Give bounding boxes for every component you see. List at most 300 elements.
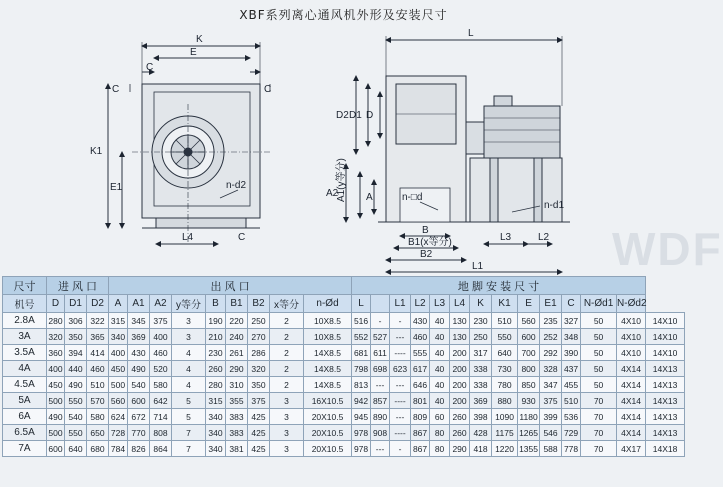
table-cell: 399 (540, 409, 562, 425)
table-cell: 540 (128, 377, 150, 393)
dim-nd2-label: n-d2 (226, 180, 247, 191)
model-cell: 6.5A (3, 425, 47, 441)
table-cell: 210 (206, 329, 226, 345)
table-cell: 440 (65, 361, 87, 377)
table-cell: 536 (562, 409, 581, 425)
table-cell: 14X8.5 (304, 361, 352, 377)
table-cell: 4 (172, 345, 206, 361)
dim-A2-label: A2 (326, 188, 339, 199)
table-cell: 714 (150, 409, 172, 425)
table-cell: 7 (172, 441, 206, 457)
table-cell: 813 (352, 377, 371, 393)
column-header: y等分 (172, 295, 206, 313)
table-cell: 14X10 (646, 329, 685, 345)
dim-C-left-label: C (112, 84, 120, 95)
table-cell: 360 (47, 345, 65, 361)
table-cell: 698 (371, 361, 390, 377)
column-header: 机号 (3, 295, 47, 313)
table-cell: 880 (492, 393, 518, 409)
table-cell: 3 (270, 409, 304, 425)
column-header (371, 295, 390, 313)
column-header: L4 (450, 295, 470, 313)
table-cell: 770 (128, 425, 150, 441)
dim-A1-label: A1(y等分) (336, 158, 347, 202)
dim-B1-label: B1(x等分) (408, 237, 452, 248)
table-cell: 350 (248, 377, 270, 393)
dim-D2-label: D2 (336, 110, 349, 121)
table-row (3, 441, 685, 457)
table-cell: 320 (248, 361, 270, 377)
table-cell: 540 (65, 409, 87, 425)
table-cell: 16X10.5 (304, 393, 352, 409)
table-body (3, 313, 685, 457)
front-view (108, 42, 270, 244)
table-cell: 398 (470, 409, 492, 425)
table-cell: 3 (270, 393, 304, 409)
table-cell: 978 (352, 425, 371, 441)
table-cell: - (390, 313, 411, 329)
table-cell: 640 (492, 345, 518, 361)
table-cell: 290 (450, 441, 470, 457)
table-cell: 365 (87, 329, 109, 345)
table-cell: 490 (65, 377, 87, 393)
table-cell: 624 (109, 409, 128, 425)
table-cell: 867 (411, 425, 430, 441)
table-cell: 40 (430, 345, 450, 361)
table-cell: --- (390, 409, 411, 425)
table-cell: 80 (430, 441, 450, 457)
table-cell: 680 (87, 441, 109, 457)
table-cell: 4X14 (617, 377, 646, 393)
table-cell: 3 (270, 425, 304, 441)
table-cell: 580 (87, 409, 109, 425)
table-cell: 369 (470, 393, 492, 409)
dim-L-label: L (468, 28, 474, 39)
table-cell: 3 (172, 329, 206, 345)
table-cell: 978 (352, 441, 371, 457)
table-cell: 552 (352, 329, 371, 345)
column-header-row (3, 295, 685, 313)
dim-nsq-label: n-□d (402, 192, 423, 203)
table-cell: 580 (150, 377, 172, 393)
table-cell: 50 (581, 329, 617, 345)
dim-L1-label: L1 (472, 261, 484, 272)
table-cell: ---- (390, 425, 411, 441)
dim-K-label: K (196, 34, 203, 45)
column-header: n-Ød (304, 295, 352, 313)
column-header: E1 (540, 295, 562, 313)
table-cell: 130 (450, 329, 470, 345)
table-cell: 340 (206, 425, 226, 441)
table-cell: 10X8.5 (304, 329, 352, 345)
table-cell: --- (390, 329, 411, 345)
dim-C-right-label: C (264, 84, 272, 95)
table-cell: 70 (581, 425, 617, 441)
table-cell: 646 (411, 377, 430, 393)
column-header: L (352, 295, 371, 313)
table-cell: 20X10.5 (304, 425, 352, 441)
table-cell: 4X14 (617, 361, 646, 377)
table-cell: 200 (450, 393, 470, 409)
table-cell: 672 (128, 409, 150, 425)
table-cell: 320 (47, 329, 65, 345)
table-cell: 864 (150, 441, 172, 457)
column-header: D1 (65, 295, 87, 313)
table-cell: 2 (270, 361, 304, 377)
table-cell: 4X10 (617, 345, 646, 361)
table-cell: 418 (470, 441, 492, 457)
table-cell: 70 (581, 409, 617, 425)
table-cell: --- (371, 377, 390, 393)
column-header: L3 (430, 295, 450, 313)
fan-drawing (0, 22, 687, 276)
table-cell: 942 (352, 393, 371, 409)
table-cell: 425 (248, 425, 270, 441)
table-cell: 355 (226, 393, 248, 409)
table-cell: 327 (562, 313, 581, 329)
table-cell: - (371, 313, 390, 329)
table-cell: 40 (430, 377, 450, 393)
table-cell: 809 (411, 409, 430, 425)
dim-K1-label: K1 (90, 146, 103, 157)
table-cell: 345 (128, 313, 150, 329)
table-cell: 4X10 (617, 313, 646, 329)
page-title: XBF系列离心通风机外形及安装尺寸 (239, 8, 448, 22)
group-header-size: 尺寸 (3, 277, 47, 295)
table-cell: 500 (47, 393, 65, 409)
column-header: A1 (128, 295, 150, 313)
table-cell: 14X13 (646, 425, 685, 441)
dim-C-top-label: C (146, 62, 154, 73)
table-cell: 520 (150, 361, 172, 377)
table-row (3, 377, 685, 393)
table-cell: 617 (411, 361, 430, 377)
table-cell: 338 (470, 361, 492, 377)
dim-E1-label: E1 (110, 182, 123, 193)
table-cell: 729 (562, 425, 581, 441)
table-cell: ---- (390, 345, 411, 361)
table-cell: 1220 (492, 441, 518, 457)
table-cell: 200 (450, 361, 470, 377)
table-cell: 315 (109, 313, 128, 329)
table-cell: 414 (87, 345, 109, 361)
table-cell: 784 (109, 441, 128, 457)
table-cell: 400 (150, 329, 172, 345)
table-cell: 400 (47, 361, 65, 377)
table-cell: 1180 (518, 409, 540, 425)
model-cell: 7A (3, 441, 47, 457)
group-header-inlet: 进 风 口 (47, 277, 109, 295)
table-cell: 4X14 (617, 409, 646, 425)
table-cell: 611 (371, 345, 390, 361)
table-cell: 527 (371, 329, 390, 345)
table-cell: 2 (270, 329, 304, 345)
table-cell: 460 (411, 329, 430, 345)
table-cell: 460 (87, 361, 109, 377)
table-cell: 826 (128, 441, 150, 457)
table-cell: 4X14 (617, 393, 646, 409)
table-cell: 728 (109, 425, 128, 441)
table-cell: 510 (87, 377, 109, 393)
table-cell: 600 (128, 393, 150, 409)
table-cell: 280 (47, 313, 65, 329)
column-header: B2 (248, 295, 270, 313)
table-cell: 681 (352, 345, 371, 361)
table-cell: 306 (65, 313, 87, 329)
table-cell: 260 (450, 409, 470, 425)
table-cell: 394 (65, 345, 87, 361)
table-cell: 600 (47, 441, 65, 457)
table-cell: 1355 (518, 441, 540, 457)
column-header: L2 (411, 295, 430, 313)
table-cell: 375 (248, 393, 270, 409)
table-cell: 240 (226, 329, 248, 345)
dimensions-table (2, 276, 685, 457)
table-cell: 778 (562, 441, 581, 457)
table-cell: 383 (226, 425, 248, 441)
table-cell: 650 (87, 425, 109, 441)
table-cell: 350 (65, 329, 87, 345)
table-cell: 338 (470, 377, 492, 393)
table-cell: 130 (450, 313, 470, 329)
table-row (3, 313, 685, 329)
table-cell: 292 (540, 345, 562, 361)
table-cell: 3 (172, 313, 206, 329)
table-row (3, 345, 685, 361)
table-cell: 700 (518, 345, 540, 361)
dim-E-label: E (190, 47, 197, 58)
table-cell: 70 (581, 441, 617, 457)
column-header: D2 (87, 295, 109, 313)
model-cell: 4A (3, 361, 47, 377)
table-cell: 230 (470, 313, 492, 329)
table-cell: 490 (128, 361, 150, 377)
column-header: N-Ød1 (581, 295, 617, 313)
dim-A-label: A (366, 192, 373, 203)
table-cell: 550 (492, 329, 518, 345)
table-cell: 260 (450, 425, 470, 441)
table-cell: 220 (226, 313, 248, 329)
table-cell: 60 (430, 409, 450, 425)
table-cell: 1265 (518, 425, 540, 441)
column-header: B1 (226, 295, 248, 313)
table-cell: 40 (430, 329, 450, 345)
table-cell: 560 (518, 313, 540, 329)
dim-C-bottom-label: C (238, 232, 246, 243)
dim-B-label: B (422, 225, 429, 236)
table-row (3, 329, 685, 345)
table-cell: 428 (470, 425, 492, 441)
group-header-foundation: 地 脚 安 装 尺 寸 (352, 277, 646, 295)
table-cell: 200 (450, 377, 470, 393)
table-row (3, 361, 685, 377)
table-cell: 348 (562, 329, 581, 345)
model-cell: 6A (3, 409, 47, 425)
column-header: K (470, 295, 492, 313)
table-cell: 801 (411, 393, 430, 409)
table-cell: 455 (562, 377, 581, 393)
table-cell: 850 (518, 377, 540, 393)
table-cell: 14X10 (646, 345, 685, 361)
dimensions-table-wrap (2, 276, 685, 457)
table-cell: 450 (109, 361, 128, 377)
table-cell: 510 (492, 313, 518, 329)
table-cell: 730 (492, 361, 518, 377)
table-cell: 381 (226, 441, 248, 457)
table-cell: 390 (562, 345, 581, 361)
group-header-row (3, 277, 685, 295)
table-cell: 190 (206, 313, 226, 329)
column-header: C (562, 295, 581, 313)
table-cell: 588 (540, 441, 562, 457)
table-cell: 2 (270, 313, 304, 329)
table-cell: 50 (581, 313, 617, 329)
table-cell: 510 (562, 393, 581, 409)
column-header: L1 (390, 295, 411, 313)
table-cell: 14X8.5 (304, 377, 352, 393)
table-cell: 80 (430, 425, 450, 441)
column-header: B (206, 295, 226, 313)
table-cell: 890 (371, 409, 390, 425)
table-cell: 230 (206, 345, 226, 361)
table-cell: 250 (470, 329, 492, 345)
table-cell: 550 (65, 393, 87, 409)
table-cell: 383 (226, 409, 248, 425)
dim-L3-label: L3 (500, 232, 512, 243)
table-cell: 945 (352, 409, 371, 425)
table-cell: 460 (150, 345, 172, 361)
table-cell: 270 (248, 329, 270, 345)
table-row (3, 393, 685, 409)
table-cell: 425 (248, 409, 270, 425)
table-cell: 4 (172, 361, 206, 377)
column-header: K1 (492, 295, 518, 313)
table-cell: 40 (430, 313, 450, 329)
table-cell: 340 (206, 409, 226, 425)
table-cell: 908 (371, 425, 390, 441)
table-cell: 5 (172, 409, 206, 425)
table-cell: - (390, 441, 411, 457)
table-cell: 425 (248, 441, 270, 457)
table-cell: 3 (270, 441, 304, 457)
table-cell: 4 (172, 377, 206, 393)
table-cell: 261 (226, 345, 248, 361)
table-row (3, 425, 685, 441)
table-cell: 200 (450, 345, 470, 361)
table-cell: 340 (206, 441, 226, 457)
table-cell: 2 (270, 345, 304, 361)
table-cell: 14X13 (646, 393, 685, 409)
column-header: A (109, 295, 128, 313)
table-cell: 857 (371, 393, 390, 409)
dim-L4-label: L4 (182, 232, 194, 243)
dim-D1-label: D1 (349, 110, 362, 121)
table-cell: 40 (430, 361, 450, 377)
table-cell: 600 (518, 329, 540, 345)
table-cell: ---- (390, 393, 411, 409)
table-cell: 1175 (492, 425, 518, 441)
side-view (346, 36, 570, 272)
group-header-outlet: 出 风 口 (109, 277, 352, 295)
column-header: A2 (150, 295, 172, 313)
table-cell: 4X14 (617, 425, 646, 441)
dim-nd1-label: n-d1 (544, 200, 565, 211)
model-cell: 3A (3, 329, 47, 345)
table-cell: 14X13 (646, 361, 685, 377)
table-cell: 546 (540, 425, 562, 441)
table-cell: 375 (150, 313, 172, 329)
table-row (3, 409, 685, 425)
table-cell: 322 (87, 313, 109, 329)
table-cell: 642 (150, 393, 172, 409)
table-cell: 490 (47, 409, 65, 425)
table-cell: 315 (206, 393, 226, 409)
table-cell: 50 (581, 345, 617, 361)
table-cell: 290 (226, 361, 248, 377)
table-cell: 340 (109, 329, 128, 345)
table-cell: 437 (562, 361, 581, 377)
table-cell: 4X10 (617, 329, 646, 345)
table-cell: 555 (411, 345, 430, 361)
table-cell: 1090 (492, 409, 518, 425)
table-cell: 310 (226, 377, 248, 393)
table-cell: 14X18 (646, 441, 685, 457)
table-cell: 40 (430, 393, 450, 409)
table-cell: 808 (150, 425, 172, 441)
column-header: x等分 (270, 295, 304, 313)
table-cell: 70 (581, 393, 617, 409)
dim-B2-label: B2 (420, 249, 433, 260)
table-cell: 50 (581, 361, 617, 377)
table-cell: 640 (65, 441, 87, 457)
table-cell: 20X10.5 (304, 441, 352, 457)
table-cell: 430 (411, 313, 430, 329)
table-cell: 7 (172, 425, 206, 441)
model-cell: 5A (3, 393, 47, 409)
model-cell: 2.8A (3, 313, 47, 329)
table-cell: 235 (540, 313, 562, 329)
table-cell: 400 (109, 345, 128, 361)
table-cell: 14X13 (646, 377, 685, 393)
table-cell: 516 (352, 313, 371, 329)
table-cell: 623 (390, 361, 411, 377)
table-cell: 450 (47, 377, 65, 393)
table-cell: 780 (492, 377, 518, 393)
table-cell: 14X13 (646, 409, 685, 425)
table-cell: 430 (128, 345, 150, 361)
table-cell: 20X10.5 (304, 409, 352, 425)
table-cell: 369 (128, 329, 150, 345)
dim-D-label: D (366, 110, 374, 121)
table-cell: 4X17 (617, 441, 646, 457)
table-cell: 930 (518, 393, 540, 409)
table-cell: --- (390, 377, 411, 393)
table-cell: 260 (206, 361, 226, 377)
table-cell: 2 (270, 377, 304, 393)
table-cell: 252 (540, 329, 562, 345)
table-cell: 5 (172, 393, 206, 409)
column-header: N-Ød2 (617, 295, 646, 313)
table-cell: 560 (109, 393, 128, 409)
model-cell: 3.5A (3, 345, 47, 361)
table-cell: 317 (470, 345, 492, 361)
table-cell: 550 (65, 425, 87, 441)
table-cell: 500 (47, 425, 65, 441)
table-cell: --- (371, 441, 390, 457)
table-cell: 375 (540, 393, 562, 409)
table-cell: 14X8.5 (304, 345, 352, 361)
column-header: D (47, 295, 65, 313)
